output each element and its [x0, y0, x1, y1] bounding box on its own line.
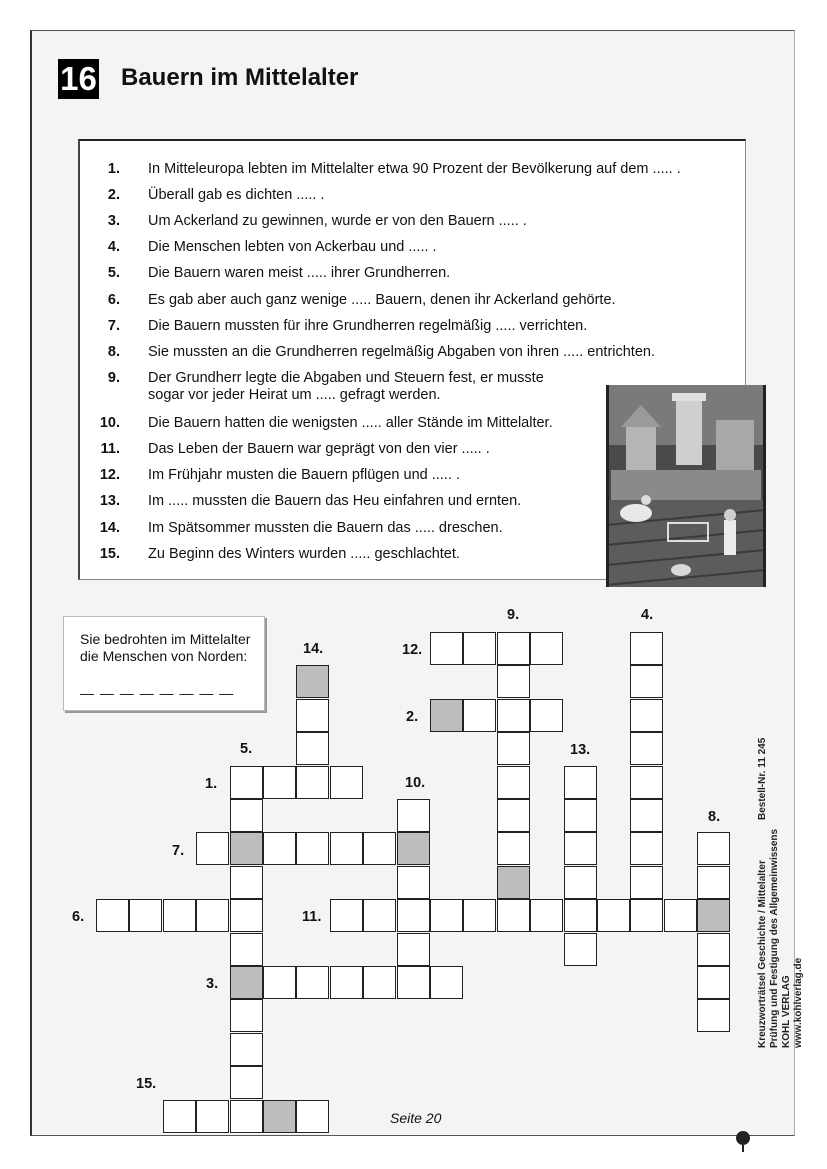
clue-text: Um Ackerland zu gewinnen, wurde er von den Bauern ..... .	[148, 213, 527, 229]
crossword-cell[interactable]	[296, 966, 329, 999]
crossword-cell-solution[interactable]	[230, 832, 263, 865]
clue-number: 13.	[99, 493, 120, 509]
crossword-cell[interactable]	[564, 832, 597, 865]
publisher-sidebar	[757, 718, 817, 1048]
crossword-cell[interactable]	[497, 699, 530, 732]
crossword-cell[interactable]	[163, 1100, 196, 1133]
publisher-website: www.kohlverlag.de	[793, 957, 804, 1048]
clue-number: 14.	[99, 520, 120, 536]
clue-number: 6.	[107, 292, 120, 308]
clue-number: 10.	[99, 415, 120, 431]
hint-answer-blanks[interactable]: — — — — — — — —	[80, 685, 235, 701]
book-subtitle: Prüfung und Festigung des Allgemeinwissens	[769, 828, 780, 1048]
clue-number: 7.	[107, 318, 120, 334]
crossword-cell[interactable]	[564, 899, 597, 932]
clue-number: 12.	[99, 467, 120, 483]
crossword-cell[interactable]	[430, 632, 463, 665]
crossword-cell[interactable]	[497, 766, 530, 799]
crossword-cell[interactable]	[497, 832, 530, 865]
crossword-cell[interactable]	[697, 933, 730, 966]
medieval-farming-illustration	[606, 385, 766, 587]
crossword-cell[interactable]	[230, 866, 263, 899]
worksheet-number: 16	[58, 59, 99, 99]
clue-text: Die Bauern waren meist ..... ihrer Grundherren.	[148, 265, 451, 281]
clue-number: 5.	[107, 265, 120, 281]
clue-number: 9.	[107, 370, 120, 386]
clue-number: 3.	[107, 213, 120, 229]
publisher-name: KOHL VERLAG	[781, 975, 792, 1048]
clue-text: Das Leben der Bauern war geprägt von den vier ..... .	[148, 441, 490, 457]
crossword-word-number: 14.	[303, 641, 324, 657]
crossword-word-number: 5.	[240, 741, 253, 757]
crossword-cell[interactable]	[163, 899, 196, 932]
crossword-cell-solution[interactable]	[296, 665, 329, 698]
crossword-cell[interactable]	[296, 832, 329, 865]
crossword-cell[interactable]	[397, 899, 430, 932]
crossword-word-number: 9.	[507, 607, 520, 623]
crossword-cell[interactable]	[497, 665, 530, 698]
crossword-cell[interactable]	[530, 632, 563, 665]
crossword-cell-solution[interactable]	[497, 866, 530, 899]
crossword-cell[interactable]	[330, 832, 363, 865]
illustration-image	[606, 385, 766, 587]
clue-text: Überall gab es dichten ..... .	[148, 187, 325, 203]
clue-text: Die Bauern mussten für ihre Grundherren regelmäßig ..... verrichten.	[148, 318, 588, 334]
publisher-logo	[733, 1120, 793, 1160]
crossword-cell[interactable]	[497, 632, 530, 665]
crossword-cell[interactable]	[230, 1066, 263, 1099]
crossword-cell[interactable]	[630, 732, 663, 765]
crossword-cell-solution[interactable]	[397, 832, 430, 865]
crossword-word-number: 12.	[402, 642, 423, 658]
crossword-cell[interactable]	[564, 933, 597, 966]
crossword-cell[interactable]	[463, 632, 496, 665]
crossword-cell[interactable]	[196, 899, 229, 932]
clue-text: Es gab aber auch ganz wenige ..... Bauern, denen ihr Ackerland gehörte.	[148, 292, 616, 308]
crossword-cell[interactable]	[296, 732, 329, 765]
crossword-word-number: 2.	[406, 709, 419, 725]
clue-text: Im Spätsommer mussten die Bauern das ..... dreschen.	[148, 520, 503, 536]
crossword-cell[interactable]	[296, 766, 329, 799]
crossword-word-number: 10.	[405, 775, 426, 791]
clue-text: Im Frühjahr musten die Bauern pflügen und ..... .	[148, 467, 460, 483]
clue-text: Der Grundherr legte die Abgaben und Steuern fest, er musste sogar vor jeder Heirat um ..... gefragt werden.	[148, 370, 544, 403]
crossword-cell[interactable]	[630, 632, 663, 665]
page-title: Bauern im Mittelalter	[121, 64, 359, 91]
clue-number: 1.	[107, 161, 120, 177]
crossword-cell[interactable]	[196, 832, 229, 865]
crossword-cell[interactable]	[296, 1100, 329, 1133]
clue-number: 15.	[99, 546, 120, 562]
crossword-word-number: 11.	[302, 909, 322, 925]
crossword-cell[interactable]	[230, 999, 263, 1032]
crossword-cell[interactable]	[263, 832, 296, 865]
crossword-cell[interactable]	[597, 899, 630, 932]
crossword-cell-solution[interactable]	[230, 966, 263, 999]
crossword-cell[interactable]	[129, 899, 162, 932]
crossword-word-number: 7.	[172, 843, 185, 859]
crossword-cell[interactable]	[564, 766, 597, 799]
crossword-cell[interactable]	[230, 899, 263, 932]
clue-text: Zu Beginn des Winters wurden ..... geschlachtet.	[148, 546, 460, 562]
crossword-cell[interactable]	[463, 899, 496, 932]
crossword-cell[interactable]	[230, 799, 263, 832]
crossword-cell[interactable]	[397, 933, 430, 966]
crossword-cell[interactable]	[530, 899, 563, 932]
crossword-cell[interactable]	[330, 966, 363, 999]
crossword-word-number: 4.	[641, 607, 654, 623]
crossword-cell[interactable]	[363, 832, 396, 865]
crossword-cell-solution[interactable]	[697, 899, 730, 932]
crossword-cell[interactable]	[96, 899, 129, 932]
crossword-cell-solution[interactable]	[430, 699, 463, 732]
crossword-cell[interactable]	[497, 732, 530, 765]
crossword-word-number: 1.	[205, 776, 218, 792]
crossword-word-number: 3.	[206, 976, 219, 992]
hint-text: Sie bedrohten im Mittelalter die Menschen von Norden:	[80, 631, 251, 664]
crossword-cell[interactable]	[497, 899, 530, 932]
crossword-cell[interactable]	[363, 899, 396, 932]
order-number: Bestell-Nr. 11 245	[757, 737, 768, 820]
crossword-cell[interactable]	[263, 966, 296, 999]
crossword-cell[interactable]	[697, 999, 730, 1032]
page-number: Seite 20	[390, 1110, 442, 1126]
hint-box	[63, 616, 265, 711]
crossword-cell[interactable]	[664, 899, 697, 932]
crossword-cell[interactable]	[430, 899, 463, 932]
tree-logo-icon	[733, 1120, 793, 1160]
crossword-cell[interactable]	[497, 799, 530, 832]
crossword-cell[interactable]	[397, 866, 430, 899]
clue-number: 2.	[107, 187, 120, 203]
crossword-cell[interactable]	[363, 966, 396, 999]
clue-number: 4.	[107, 239, 120, 255]
crossword-cell-solution[interactable]	[263, 1100, 296, 1133]
crossword-cell[interactable]	[230, 1033, 263, 1066]
crossword-cell[interactable]	[630, 766, 663, 799]
clue-text: In Mitteleuropa lebten im Mittelalter etwa 90 Prozent der Bevölkerung auf dem ..... .	[148, 161, 681, 177]
crossword-cell[interactable]	[330, 899, 363, 932]
crossword-cell[interactable]	[630, 665, 663, 698]
crossword-cell[interactable]	[630, 799, 663, 832]
book-title: Kreuzworträtsel Geschichte / Mittelalter	[757, 860, 768, 1048]
clue-number: 11.	[100, 441, 120, 457]
crossword-cell[interactable]	[230, 766, 263, 799]
crossword-word-number: 6.	[72, 909, 85, 925]
clue-text: Im ..... mussten die Bauern das Heu einfahren und ernten.	[148, 493, 522, 509]
crossword-cell[interactable]	[196, 1100, 229, 1133]
crossword-cell[interactable]	[630, 699, 663, 732]
crossword-cell[interactable]	[530, 699, 563, 732]
crossword-cell[interactable]	[697, 832, 730, 865]
crossword-cell[interactable]	[697, 866, 730, 899]
crossword-cell[interactable]	[230, 933, 263, 966]
crossword-cell[interactable]	[330, 766, 363, 799]
crossword-cell[interactable]	[296, 699, 329, 732]
crossword-cell[interactable]	[463, 699, 496, 732]
crossword-cell[interactable]	[630, 899, 663, 932]
crossword-cell[interactable]	[263, 766, 296, 799]
crossword-word-number: 8.	[708, 809, 721, 825]
crossword-word-number: 13.	[570, 742, 591, 758]
clue-number: 8.	[107, 344, 120, 360]
clue-text: Sie mussten an die Grundherren regelmäßig Abgaben von ihren ..... entrichten.	[148, 344, 655, 360]
crossword-cell[interactable]	[564, 866, 597, 899]
crossword-cell[interactable]	[397, 799, 430, 832]
clue-text: Die Menschen lebten von Ackerbau und ..... .	[148, 239, 437, 255]
crossword-cell[interactable]	[230, 1100, 263, 1133]
crossword-word-number: 15.	[136, 1076, 157, 1092]
crossword-cell[interactable]	[397, 966, 430, 999]
crossword-cell[interactable]	[630, 866, 663, 899]
crossword-cell[interactable]	[564, 799, 597, 832]
crossword-cell[interactable]	[697, 966, 730, 999]
crossword-cell[interactable]	[630, 832, 663, 865]
crossword-cell[interactable]	[430, 966, 463, 999]
clue-text: Die Bauern hatten die wenigsten ..... aller Stände im Mittelalter.	[148, 415, 553, 431]
